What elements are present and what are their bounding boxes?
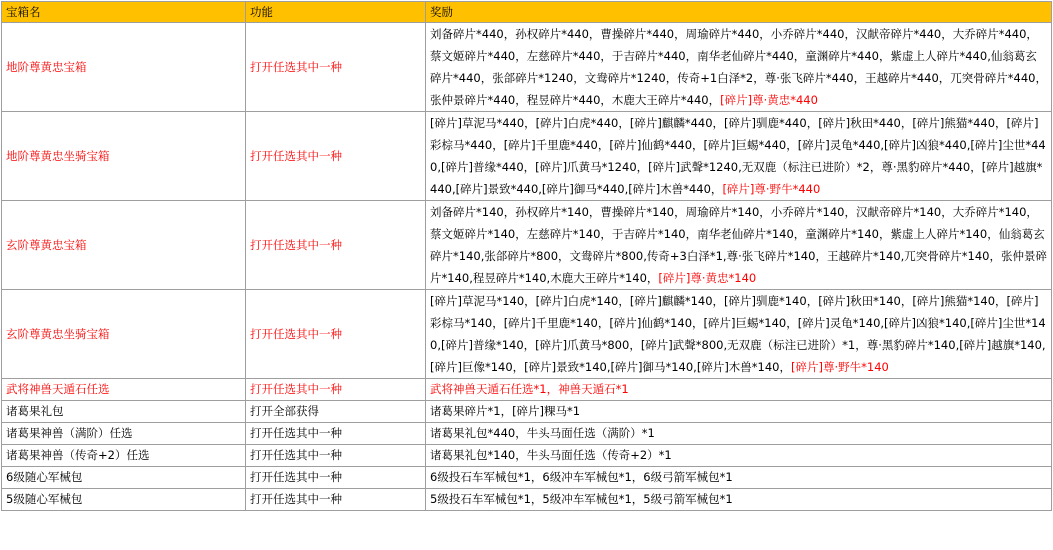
reward-text: 诸葛果碎片*1，[碎片]粿马*1 [430, 404, 581, 418]
chest-reward [426, 489, 1052, 511]
reward-text: [碎片]草泥马*140，[碎片]白虎*140，[碎片]麒麟*140，[碎片]驯鹿*140，[碎片]秋田*140，[碎片]熊猫*140，[碎片]彩棕马*140，[碎片]千里鹿*140，[碎片]仙鹤*140，[碎片]巨蜴*140，[碎片]灵龟*140,[碎片]凶狼*140,[碎片]尘世*140,[碎片]普缘*140，[碎片]爪黄马*800，[碎片]武聲*800,无双鹿（标注已进阶）*1，尊·黑豹碎片*140,[碎片]越旗*140,[碎片]巨像*140，[碎片]景致*140,[碎片]御马*140,[碎片]木兽*140， [430, 294, 1046, 374]
header-row [2, 2, 1052, 23]
reward-text: 诸葛果礼包*440，牛头马面任选（满阶）*1 [430, 426, 655, 440]
chest-function: 打开任选其中一种 [246, 489, 426, 511]
reward-text: 6级投石车军械包*1，6级冲车军械包*1，6级弓箭军械包*1 [430, 470, 733, 484]
chest-function: 打开任选其中一种 [246, 467, 426, 489]
reward-text: 刘备碎片*140，孙权碎片*140，曹操碎片*140，周瑜碎片*140，小乔碎片*140，汉献帝碎片*140，大乔碎片*140，蔡文姬碎片*140，左慈碎片*140，于吉碎片*140，南华老仙碎片*140，童渊碎片*140，紫虚上人碎片*140，仙翁葛玄碎片*140,张郃碎片*800，文鸯碎片*800,传奇+3白泽*1,尊·张飞碎片*140，王越碎片*140,兀突骨碎片*140，张仲景碎片*140,程昱碎片*140,木鹿大王碎片*140， [430, 205, 1047, 285]
chest-function: 打开任选其中一种 [246, 23, 426, 112]
chest-name: 诸葛果神兽（满阶）任选 [2, 423, 246, 445]
chest-name: 武将神兽天遁石任选 [2, 379, 246, 401]
chest-function: 打开全部获得 [246, 401, 426, 423]
table-row [2, 379, 1052, 401]
table-row [2, 489, 1052, 511]
reward-highlight: 武将神兽天遁石任选*1，神兽天遁石*1 [430, 382, 629, 396]
table-row [2, 423, 1052, 445]
reward-text: 诸葛果礼包*140，牛头马面任选（传奇+2）*1 [430, 448, 672, 462]
reward-text: [碎片]草泥马*440，[碎片]白虎*440，[碎片]麒麟*440，[碎片]驯鹿*440，[碎片]秋田*440，[碎片]熊猫*440，[碎片]彩棕马*440，[碎片]千里鹿*440，[碎片]仙鹤*440，[碎片]巨蜴*440，[碎片]灵龟*440,[碎片]凶狼*440,[碎片]尘世*440,[碎片]普缘*440，[碎片]爪黄马*1240，[碎片]武聲*1240,无双鹿（标注已进阶）*2，尊·黑豹碎片*440，[碎片]越旗*440,[碎片]景致*440,[碎片]御马*440,[碎片]木兽*440， [430, 116, 1046, 196]
chest-reward [426, 23, 1052, 112]
reward-highlight: [碎片]尊·黄忠*440 [720, 93, 818, 107]
chest-name: 地阶尊黄忠坐骑宝箱 [2, 112, 246, 201]
chest-function: 打开任选其中一种 [246, 112, 426, 201]
reward-table [1, 1, 1052, 511]
chest-reward [426, 445, 1052, 467]
chest-reward [426, 379, 1052, 401]
chest-function: 打开任选其中一种 [246, 423, 426, 445]
chest-reward [426, 112, 1052, 201]
table-row [2, 445, 1052, 467]
chest-function: 打开任选其中一种 [246, 379, 426, 401]
table-row [2, 290, 1052, 379]
reward-highlight: [碎片]尊·野牛*440 [722, 182, 821, 196]
reward-text: 刘备碎片*440，孙权碎片*440，曹操碎片*440，周瑜碎片*440，小乔碎片*440，汉献帝碎片*440，大乔碎片*440，蔡文姬碎片*440，左慈碎片*440，于吉碎片*440，南华老仙碎片*440，童渊碎片*440，紫虚上人碎片*440,仙翁葛玄碎片*440，张郃碎片*1240，文鸯碎片*1240，传奇+1白泽*2，尊·张飞碎片*440，王越碎片*440，兀突骨碎片*440，张仲景碎片*440，程昱碎片*440，木鹿大王碎片*440， [430, 27, 1048, 107]
table-row [2, 467, 1052, 489]
chest-name: 5级随心军械包 [2, 489, 246, 511]
chest-name: 玄阶尊黄忠宝箱 [2, 201, 246, 290]
chest-reward [426, 467, 1052, 489]
chest-name: 6级随心军械包 [2, 467, 246, 489]
table-row [2, 23, 1052, 112]
chest-reward [426, 401, 1052, 423]
table-row [2, 401, 1052, 423]
chest-reward [426, 290, 1052, 379]
chest-reward [426, 423, 1052, 445]
reward-highlight: [碎片]尊·黄忠*140 [658, 271, 757, 285]
reward-highlight: [碎片]尊·野牛*140 [791, 360, 889, 374]
header-function: 功能 [246, 2, 426, 23]
reward-text: 5级投石车军械包*1，5级冲车军械包*1，5级弓箭军械包*1 [430, 492, 733, 506]
chest-reward [426, 201, 1052, 290]
table-row [2, 201, 1052, 290]
chest-name: 诸葛果礼包 [2, 401, 246, 423]
chest-function: 打开任选其中一种 [246, 290, 426, 379]
header-reward: 奖励 [426, 2, 1052, 23]
chest-function: 打开任选其中一种 [246, 201, 426, 290]
chest-name: 玄阶尊黄忠坐骑宝箱 [2, 290, 246, 379]
chest-name: 地阶尊黄忠宝箱 [2, 23, 246, 112]
table-row [2, 112, 1052, 201]
chest-name: 诸葛果神兽（传奇+2）任选 [2, 445, 246, 467]
chest-function: 打开任选其中一种 [246, 445, 426, 467]
header-chest-name: 宝箱名 [2, 2, 246, 23]
